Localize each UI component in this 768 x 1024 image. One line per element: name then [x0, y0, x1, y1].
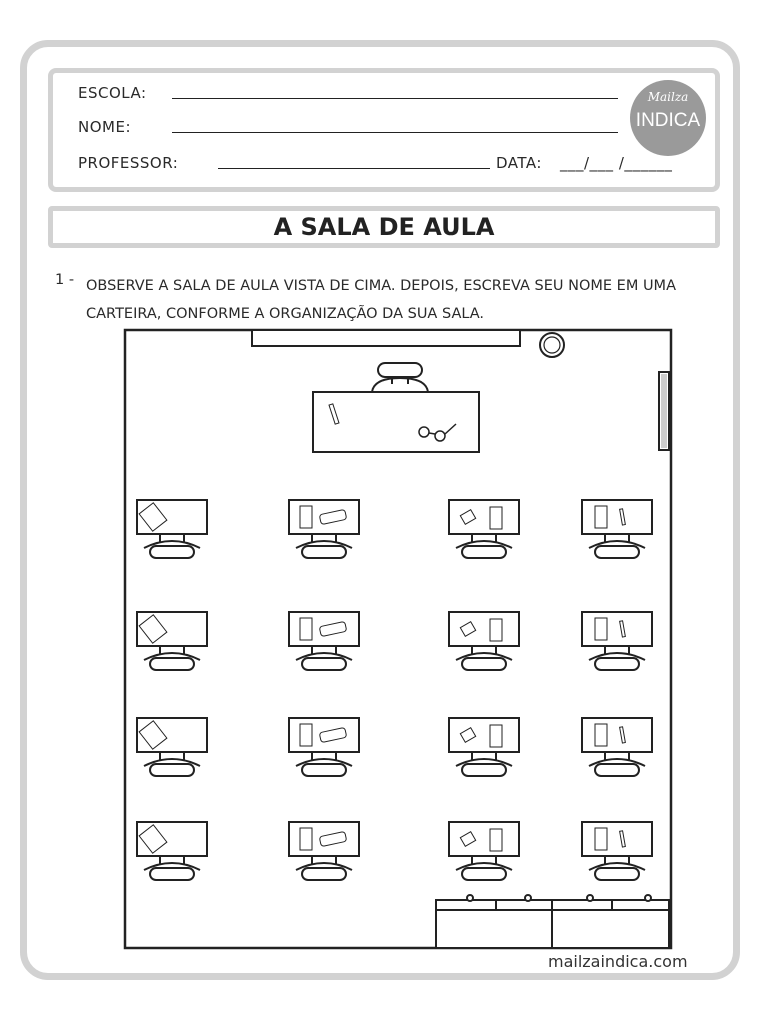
logo-line2: INDICA	[635, 110, 701, 131]
logo-line1: Mailza	[647, 90, 689, 104]
date-field[interactable]: ___/___ /______	[560, 154, 673, 172]
website-footer: mailzaindica.com	[548, 952, 688, 971]
question-number: 1 -	[55, 272, 75, 288]
teacher-label: PROFESSOR:	[78, 154, 179, 172]
date-label: DATA:	[496, 154, 542, 172]
name-label: NOME:	[78, 118, 132, 136]
page-title: A SALA DE AULA	[273, 213, 495, 241]
blackboard	[252, 330, 520, 346]
question-text: OBSERVE A SALA DE AULA VISTA DE CIMA. DEPOIS, ESCREVA SEU NOME EM UMA CARTEIRA, CONFORME A ORGANIZAÇÃO DA SUA SALA.	[86, 278, 676, 322]
school-label: ESCOLA:	[78, 84, 147, 102]
cabinet	[436, 895, 669, 948]
